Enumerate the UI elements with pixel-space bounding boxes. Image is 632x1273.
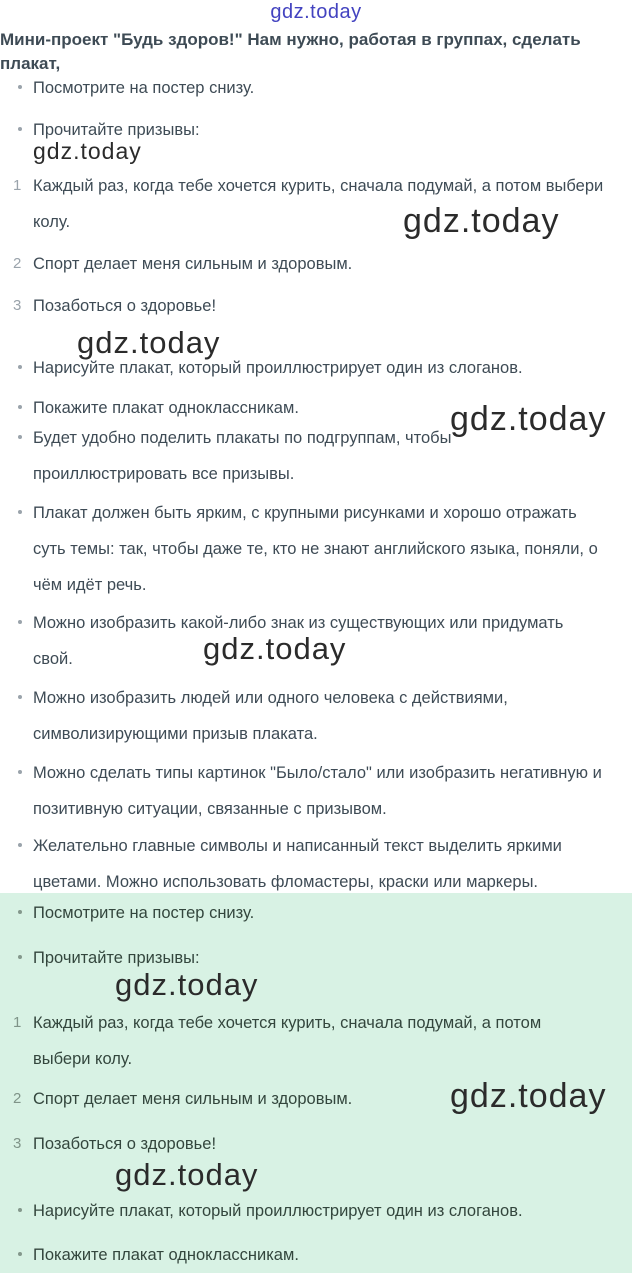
item-number: 1	[13, 177, 22, 194]
list-item	[33, 605, 632, 677]
list-item-text: Покажите плакат одноклассникам.	[33, 399, 299, 417]
list-item-text: чём идёт речь.	[33, 576, 147, 594]
bullet-icon	[18, 85, 22, 89]
list-item-text: свой.	[33, 650, 73, 668]
bullet-icon	[18, 620, 22, 624]
list-item	[33, 70, 632, 106]
list-item-text: Желательно главные символы и написанный текст выделить яркими	[33, 837, 562, 855]
bullet-icon	[18, 405, 22, 409]
list-item-text: выбери колу.	[33, 1050, 133, 1068]
list-item	[33, 420, 632, 492]
watermark: gdz.today	[203, 631, 347, 666]
bullet-icon	[18, 435, 22, 439]
list-item	[33, 112, 632, 148]
list-item	[33, 755, 632, 827]
list-item-text: Посмотрите на постер снизу.	[33, 904, 255, 922]
list-item-text: Можно изобразить людей или одного человека с действиями,	[33, 689, 508, 707]
bullet-icon	[18, 1252, 22, 1256]
item-number: 3	[13, 297, 22, 314]
numbered-item	[13, 1005, 632, 1077]
list-item-text: Можно сделать типы картинок "Было/стало" или изобразить негативную и	[33, 764, 602, 782]
list-item-text: проиллюстрировать все призывы.	[33, 465, 295, 483]
bullet-icon	[18, 365, 22, 369]
list-item-text: Нарисуйте плакат, который проиллюстрирует один из слоганов.	[33, 359, 523, 377]
list-item-text: Каждый раз, когда тебе хочется курить, сначала подумай, а потом	[33, 1014, 542, 1032]
numbered-item	[13, 1081, 632, 1117]
numbered-item	[13, 168, 632, 240]
list-item-text: колу.	[33, 213, 71, 231]
bullet-icon	[18, 910, 22, 914]
watermark: gdz.today	[450, 1077, 607, 1115]
list-item	[33, 940, 632, 976]
bullet-icon	[18, 1208, 22, 1212]
item-number: 1	[13, 1014, 22, 1031]
list-item	[33, 495, 632, 603]
page-title: Мини-проект "Будь здоров!" Нам нужно, работая в группах, сделать плакат,	[0, 30, 581, 73]
list-item-text: Нарисуйте плакат, который проиллюстрирует один из слоганов.	[33, 1202, 523, 1220]
list-item	[33, 680, 632, 752]
item-number: 3	[13, 1135, 22, 1152]
list-item	[33, 350, 632, 386]
list-item	[33, 1193, 632, 1229]
bullet-icon	[18, 955, 22, 959]
list-item-text: Каждый раз, когда тебе хочется курить, сначала подумай, а потом выбери	[33, 177, 604, 195]
list-item-text: символизирующими призыв плаката.	[33, 725, 318, 743]
list-item-text: Позаботься о здоровье!	[33, 297, 217, 315]
bullet-icon	[18, 127, 22, 131]
list-item-text: Позаботься о здоровье!	[33, 1135, 217, 1153]
bullet-icon	[18, 770, 22, 774]
item-number: 2	[13, 255, 22, 272]
list-item-text: Посмотрите на постер снизу.	[33, 79, 255, 97]
list-item-text: суть темы: так, чтобы даже те, кто не знают английского языка, поняли, о	[33, 540, 598, 558]
numbered-item	[13, 288, 632, 324]
list-item-text: цветами. Можно использовать фломастеры, краски или маркеры.	[33, 873, 539, 891]
numbered-item	[13, 246, 632, 282]
bullet-icon	[18, 843, 22, 847]
list-item	[33, 895, 632, 931]
list-item-text: Спорт делает меня сильным и здоровым.	[33, 255, 353, 273]
watermark: gdz.today	[33, 138, 142, 164]
watermark: gdz.today	[115, 1157, 259, 1192]
numbered-item	[13, 1126, 632, 1162]
list-item	[33, 828, 632, 900]
watermark: gdz.today	[77, 325, 221, 360]
list-item-text: Будет удобно поделить плакаты по подгруппам, чтобы	[33, 429, 452, 447]
list-item-text: Плакат должен быть ярким, с крупными рисунками и хорошо отражать	[33, 504, 577, 522]
watermark: gdz.today	[403, 202, 560, 240]
bullet-icon	[18, 510, 22, 514]
list-item-text: Спорт делает меня сильным и здоровым.	[33, 1090, 353, 1108]
highlighted-section	[0, 893, 632, 1273]
watermark: gdz.today	[115, 967, 259, 1002]
watermark: gdz.today	[450, 400, 607, 438]
list-item-text: Прочитайте призывы:	[33, 949, 200, 967]
list-item	[33, 1237, 632, 1273]
list-item-text: позитивную ситуации, связанные с призывом.	[33, 800, 387, 818]
item-number: 2	[13, 1090, 22, 1107]
list-item-text: Можно изобразить какой-либо знак из существующих или придумать	[33, 614, 564, 632]
watermark: gdz.today	[270, 1, 362, 23]
list-item-text: Покажите плакат одноклассникам.	[33, 1246, 299, 1264]
bullet-icon	[18, 695, 22, 699]
list-item-text: Прочитайте призывы:	[33, 121, 200, 139]
